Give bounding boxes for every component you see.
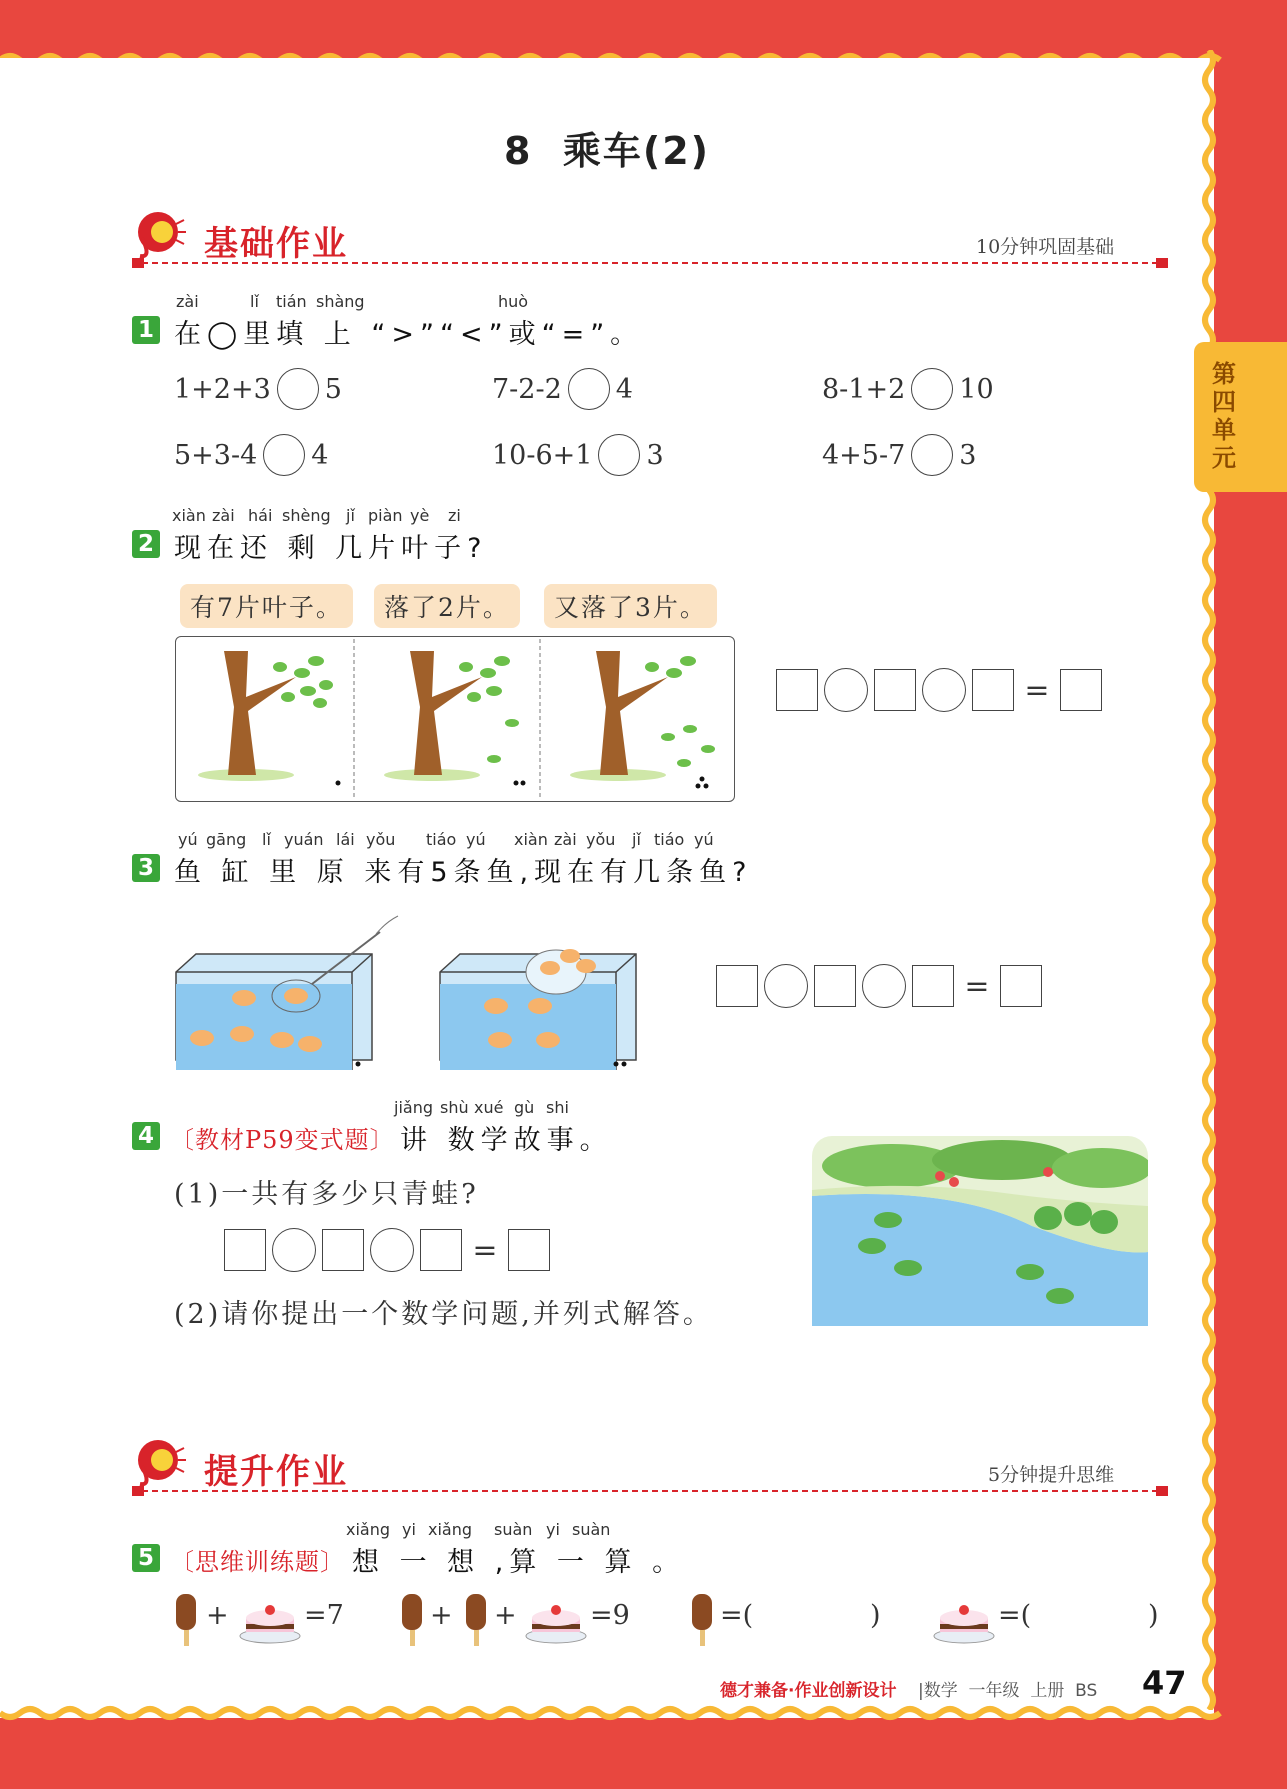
question-number: 4 [132,1122,160,1150]
question-number: 2 [132,530,160,558]
pinyin: yú [694,830,714,849]
answer-box[interactable] [322,1229,364,1271]
question-text: 鱼 缸 里 原 来有5条鱼,现在有几条鱼? [174,857,753,888]
question-text: 在◯里填 上 “>”“<”或“=”。 [174,319,644,350]
pinyin: lǐ [262,830,271,849]
pinyin: piàn [368,506,403,525]
pinyin: yi [402,1520,416,1539]
pinyin: xiǎng [428,1520,473,1539]
answer-box[interactable] [1060,669,1102,711]
pinyin: tiáo [654,830,685,849]
question-number: 3 [132,854,160,882]
pinyin: xiǎng [346,1520,391,1539]
operator-circle[interactable] [922,668,966,712]
equation-close: ) [1148,1600,1159,1631]
source-tag: 〔思维训练题〕 [170,1548,345,1576]
footer-brand: 德才兼备·作业创新设计 [720,1681,897,1701]
equals-sign: = [472,1232,498,1268]
pinyin: xué [474,1098,504,1117]
pinyin: yè [410,506,430,525]
answer-circle[interactable] [263,434,305,476]
pinyin: zài [554,830,577,849]
pinyin: jǐ [346,506,355,525]
operator-circle[interactable] [862,964,906,1008]
answer-box[interactable] [874,669,916,711]
pinyin: shàng [316,292,365,311]
page-number: 47 [1142,1664,1187,1702]
pinyin: lái [336,830,355,849]
equation-open: =( [998,1600,1032,1631]
operator-circle[interactable] [764,964,808,1008]
pinyin: suàn [494,1520,533,1539]
pinyin: yú [178,830,198,849]
divider-end-right [1156,258,1168,268]
plus-sign: + [494,1600,517,1631]
divider-end-left [132,258,144,268]
section-advanced-note: 5分钟提升思维 [988,1464,1115,1486]
source-tag: 〔教材P59变式题〕 [170,1126,395,1154]
cake-icon [932,1598,996,1644]
equation-row [716,964,1042,1008]
answer-box[interactable] [716,965,758,1007]
cake-icon [238,1598,302,1644]
answer-box[interactable] [420,1229,462,1271]
fish-tank-illustration [172,910,672,1070]
cake-icon [524,1598,588,1644]
frog-pond-illustration [812,1136,1148,1326]
equation-row [776,668,1102,712]
section-basic-note: 10分钟巩固基础 [976,236,1115,258]
compare-expression: 10-6+1 3 [492,434,664,476]
tree-picture-strip [175,636,735,802]
sub-question-2: (2)请你提出一个数学问题,并列式解答。 [174,1299,713,1330]
divider-end-right [1156,1486,1168,1496]
pinyin: tián [276,292,307,311]
story-tag: 落了2片。 [374,584,520,628]
compare-expression: 8-1+2 10 [822,368,994,410]
pinyin: shi [546,1098,569,1117]
divider-end-left [132,1486,144,1496]
frame-bottom-border [0,1700,1230,1726]
pinyin: xiàn [172,506,206,525]
question-number: 1 [132,316,160,344]
footer-subject: |数学 一年级 上册 BS [918,1681,1098,1701]
answer-box[interactable] [972,669,1014,711]
compare-expression: 1+2+3 5 [174,368,342,410]
pinyin: shèng [282,506,331,525]
tree-illustration [176,637,734,801]
pinyin: shù [440,1098,469,1117]
frame-right-border [1196,50,1222,1710]
answer-box[interactable] [776,669,818,711]
pinyin: lǐ [250,292,259,311]
popsicle-icon [462,1592,492,1648]
sub-question-1: (1)一共有多少只青蛙? [174,1179,479,1210]
pinyin: yi [546,1520,560,1539]
section-bell-icon [132,1436,188,1486]
compare-expression: 4+5-7 3 [822,434,976,476]
equation-result: =7 [304,1600,344,1631]
story-tag: 有7片叶子。 [180,584,353,628]
answer-circle[interactable] [911,368,953,410]
operator-circle[interactable] [824,668,868,712]
question-text: 现在还 剩 几片叶子? [174,533,488,564]
answer-blank[interactable] [772,1602,868,1638]
section-bell-icon [132,208,188,258]
pinyin: hái [248,506,273,525]
pinyin: yuán [284,830,324,849]
lesson-title: 8 乘车(2) [503,129,711,173]
question-text: 讲 数学故事。 [400,1125,613,1156]
pinyin: xiàn [514,830,548,849]
pinyin: jiǎng [394,1098,433,1117]
question-text: 想 一 想 ,算 一 算 。 [352,1547,686,1578]
pinyin: suàn [572,1520,611,1539]
equals-sign: = [964,968,990,1004]
plus-sign: + [206,1600,229,1631]
operator-circle[interactable] [272,1228,316,1272]
answer-box[interactable] [814,965,856,1007]
answer-circle[interactable] [598,434,640,476]
unit-side-tab-label: 第四单元 [1212,360,1236,472]
pinyin: yǒu [586,830,616,849]
pinyin: gāng [206,830,247,849]
pinyin: zài [212,506,235,525]
equals-sign: = [1024,672,1050,708]
answer-box[interactable] [224,1229,266,1271]
popsicle-icon [172,1592,202,1648]
equation-row [224,1228,550,1272]
answer-box[interactable] [1000,965,1042,1007]
pinyin: zài [176,292,199,311]
pinyin: yú [466,830,486,849]
answer-box[interactable] [508,1229,550,1271]
story-tag: 又落了3片。 [544,584,717,628]
section-divider [132,1490,1168,1492]
section-advanced-title: 提升作业 [204,1452,348,1492]
popsicle-icon [398,1592,428,1648]
answer-blank[interactable] [1050,1602,1146,1638]
pinyin: yǒu [366,830,396,849]
section-basic-title: 基础作业 [204,224,348,264]
answer-circle[interactable] [911,434,953,476]
question-number: 5 [132,1544,160,1572]
pinyin: jǐ [632,830,641,849]
answer-box[interactable] [912,965,954,1007]
pinyin: huò [498,292,529,311]
compare-expression: 7-2-2 4 [492,368,633,410]
equation-close: ) [870,1600,881,1631]
pinyin: gù [514,1098,535,1117]
operator-circle[interactable] [370,1228,414,1272]
answer-circle[interactable] [277,368,319,410]
plus-sign: + [430,1600,453,1631]
popsicle-icon [688,1592,718,1648]
pinyin: tiáo [426,830,457,849]
answer-circle[interactable] [568,368,610,410]
compare-expression: 5+3-4 4 [174,434,328,476]
pinyin: zi [448,506,461,525]
section-divider [132,262,1168,264]
equation-result: =9 [590,1600,630,1631]
equation-open: =( [720,1600,754,1631]
